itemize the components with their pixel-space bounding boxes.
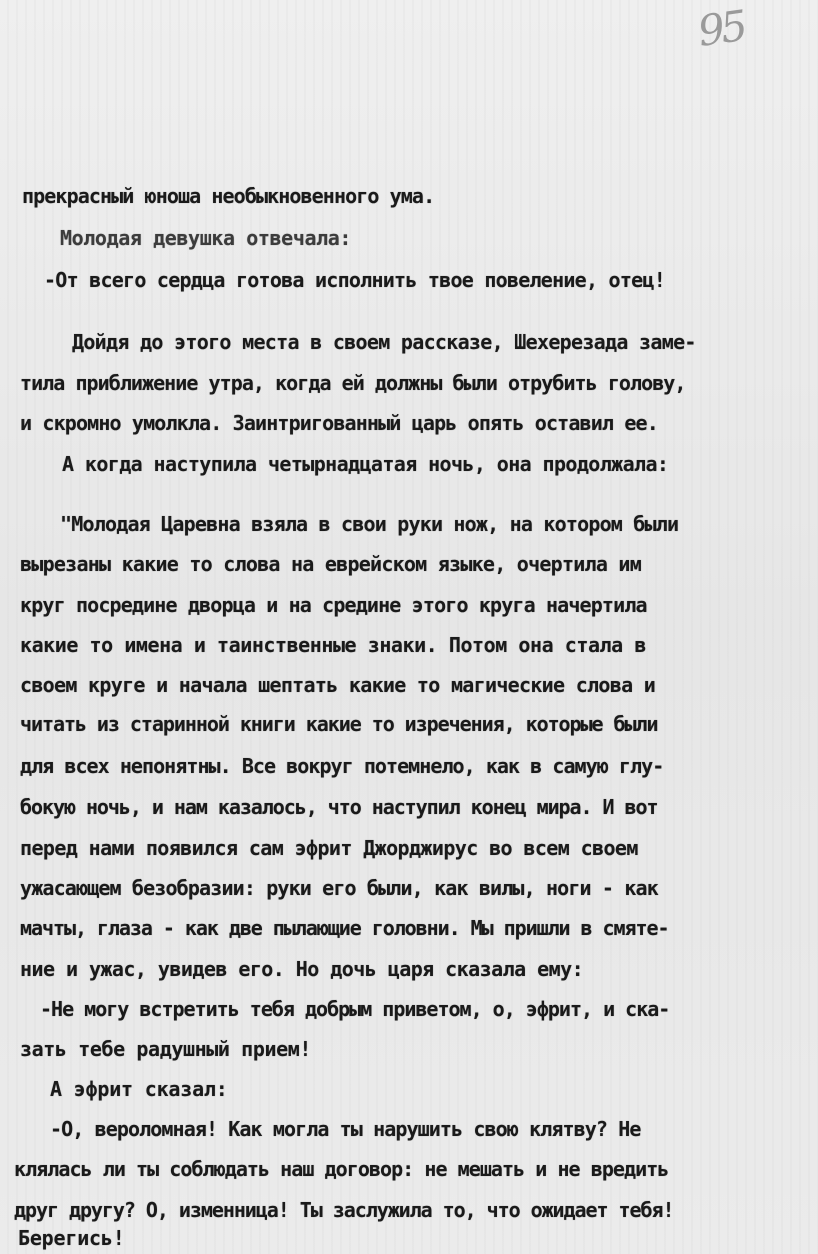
text-line: -Не могу встретить тебя добрым приветом, о, эфрит, и ска-	[40, 997, 670, 1021]
text-line: А эфрит сказал:	[50, 1077, 228, 1101]
text-line: ние и ужас, увидев его. Но дочь царя сказала ему:	[20, 957, 584, 981]
text-line: "Молодая Царевна взяла в свои руки нож, на котором были	[60, 512, 679, 536]
text-line: своем круге и начала шептать какие то магические слова и	[20, 673, 656, 697]
text-line: -О, вероломная! Как могла ты нарушить свою клятву? Не	[50, 1117, 641, 1141]
text-line: друг другу? О, изменница! Ты заслужила то, что ожидает тебя!	[14, 1198, 674, 1222]
text-line: для всех непонятны. Все вокруг потемнело, как в самую глу-	[20, 754, 664, 778]
text-line: зать тебе радушный прием!	[20, 1037, 312, 1061]
text-line: вырезаны какие то слова на еврейском языке, очертила им	[20, 552, 642, 576]
text-line: А когда наступила четырнадцатая ночь, она продолжала:	[62, 452, 669, 476]
text-line: перед нами появился сам эфрит Джорджирус во всем своем	[20, 836, 638, 860]
text-line: Берегись!	[18, 1226, 125, 1250]
text-line: круг посредине дворца и на средине этого круга начертила	[20, 593, 647, 617]
text-line: Молодая девушка отвечала:	[60, 226, 352, 250]
text-line: какие то имена и таинственные знаки. Потом она стала в	[20, 633, 646, 657]
text-line: ужасающем безобразии: руки его были, как вилы, ноги - как	[20, 876, 658, 900]
text-line: мачты, глаза - как две пылающие головни. Мы пришли в смяте-	[20, 916, 669, 940]
page-number: 95	[694, 1, 747, 56]
text-line: тила приближение утра, когда ей должны были отрубить голову,	[20, 371, 686, 395]
text-line: клялась ли ты соблюдать наш договор: не мешать и не вредить	[14, 1157, 669, 1181]
text-line: бокую ночь, и нам казалось, что наступил конец мира. И вот	[20, 795, 658, 819]
text-line: читать из старинной книги какие то изречения, которые были	[20, 712, 658, 736]
text-line: прекрасный юноша необыкновенного ума.	[22, 184, 435, 208]
text-line: и скромно умолкла. Заинтригованный царь опять оставил ее.	[20, 411, 658, 435]
text-line: Дойдя до этого места в своем рассказе, Шехерезада заме-	[72, 330, 696, 354]
text-line: -От всего сердца готова исполнить твое повеление, отец!	[44, 268, 666, 292]
